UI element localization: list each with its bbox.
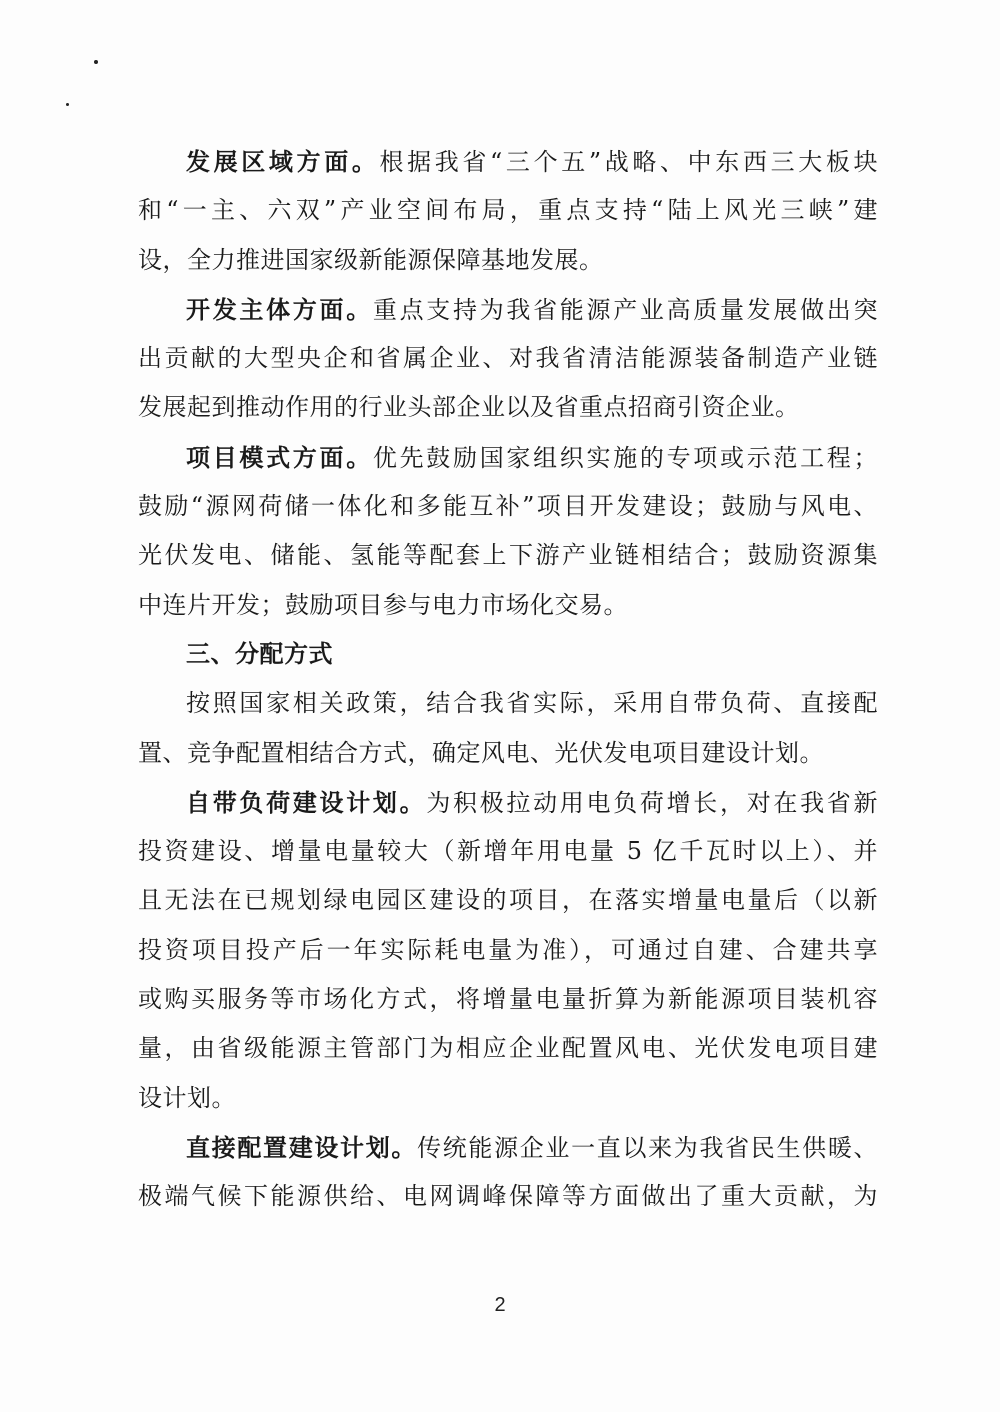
line-text: 设计划。 xyxy=(138,1083,236,1112)
line-text: 优先鼓励国家组织实施的专项或示范工程； xyxy=(372,443,879,472)
paragraph-line xyxy=(138,1024,878,1073)
line-text: 和“一主、六双”产业空间布局，重点支持“陆上风光三峡”建 xyxy=(138,196,878,225)
scan-speck xyxy=(94,60,98,64)
paragraph-line xyxy=(138,334,878,383)
line-text: 且无法在已规划绿电园区建设的项目，在落实增量电量后（以新 xyxy=(138,886,878,915)
paragraph-line xyxy=(138,926,878,975)
paragraph-line xyxy=(138,1172,878,1221)
line-text: 重点支持为我省能源产业高质量发展做出突 xyxy=(372,295,879,324)
line-text: 为积极拉动用电负荷增长，对在我省新 xyxy=(426,788,879,817)
paragraph-line xyxy=(138,876,878,925)
paragraph-line xyxy=(138,778,878,827)
paragraph-line xyxy=(138,975,878,1024)
line-text: 按照国家相关政策，结合我省实际，采用自带负荷、直接配 xyxy=(186,689,878,718)
line-text: 投资建设、增量电量较大（新增年用电量 5 亿千瓦时以上）、并 xyxy=(138,837,878,866)
line-text: 置、竞争配置相结合方式，确定风电、光伏发电项目建设计划。 xyxy=(138,738,824,767)
paragraph-line xyxy=(138,1123,878,1172)
line-text: 出贡献的大型央企和省属企业、对我省清洁能源装备制造产业链 xyxy=(138,344,878,373)
line-text: 鼓励“源网荷储一体化和多能互补”项目开发建设；鼓励与风电、 xyxy=(138,492,878,521)
line-text: 发展起到推动作用的行业头部企业以及省重点招商引资企业。 xyxy=(138,393,800,422)
scan-speck xyxy=(66,103,69,106)
paragraph-line xyxy=(138,186,878,235)
line-text: 传统能源企业一直以来为我省民生供暖、 xyxy=(417,1133,879,1162)
line-text: 根据我省“三个五”战略、中东西三大板块 xyxy=(379,148,878,176)
line-text: 设，全力推进国家级新能源保障基地发展。 xyxy=(138,245,604,274)
line-text: 中连片开发；鼓励项目参与电力市场化交易。 xyxy=(138,590,628,619)
paragraph-line xyxy=(138,285,878,334)
paragraph-lead: 发展区域方面。 xyxy=(186,147,380,176)
paragraph-line xyxy=(138,729,878,778)
paragraph-line xyxy=(138,581,878,630)
paragraph-line xyxy=(138,383,878,432)
line-text: 极端气候下能源供给、电网调峰保障等方面做出了重大贡献，为 xyxy=(138,1182,878,1211)
paragraph-lead: 自带负荷建设计划。 xyxy=(186,787,427,817)
paragraph-line xyxy=(138,433,878,482)
line-text: 量，由省级能源主管部门为相应企业配置风电、光伏发电项目建 xyxy=(138,1034,878,1063)
paragraph-line xyxy=(138,827,878,876)
line-text: 或购买服务等市场化方式，将增量电量折算为新能源项目装机容 xyxy=(138,985,878,1014)
paragraph-line xyxy=(138,679,878,728)
paragraph-line xyxy=(138,531,878,580)
paragraph-lead: 项目模式方面。 xyxy=(186,442,373,472)
paragraph-lead: 开发主体方面。 xyxy=(186,294,373,324)
paragraph-lead: 直接配置建设计划。 xyxy=(186,1132,418,1162)
heading-text: 三、分配方式 xyxy=(186,639,333,668)
section-heading xyxy=(138,630,878,679)
document-body xyxy=(138,137,878,1222)
paragraph-line xyxy=(138,236,878,285)
paragraph-line xyxy=(138,137,878,186)
page-number: 2 xyxy=(494,1294,506,1316)
paragraph-line xyxy=(138,1074,878,1123)
paragraph-line xyxy=(138,482,878,531)
line-text: 投资项目投产后一年实际耗电量为准），可通过自建、合建共享 xyxy=(138,935,878,964)
line-text: 光伏发电、储能、氢能等配套上下游产业链相结合；鼓励资源集 xyxy=(138,541,878,570)
